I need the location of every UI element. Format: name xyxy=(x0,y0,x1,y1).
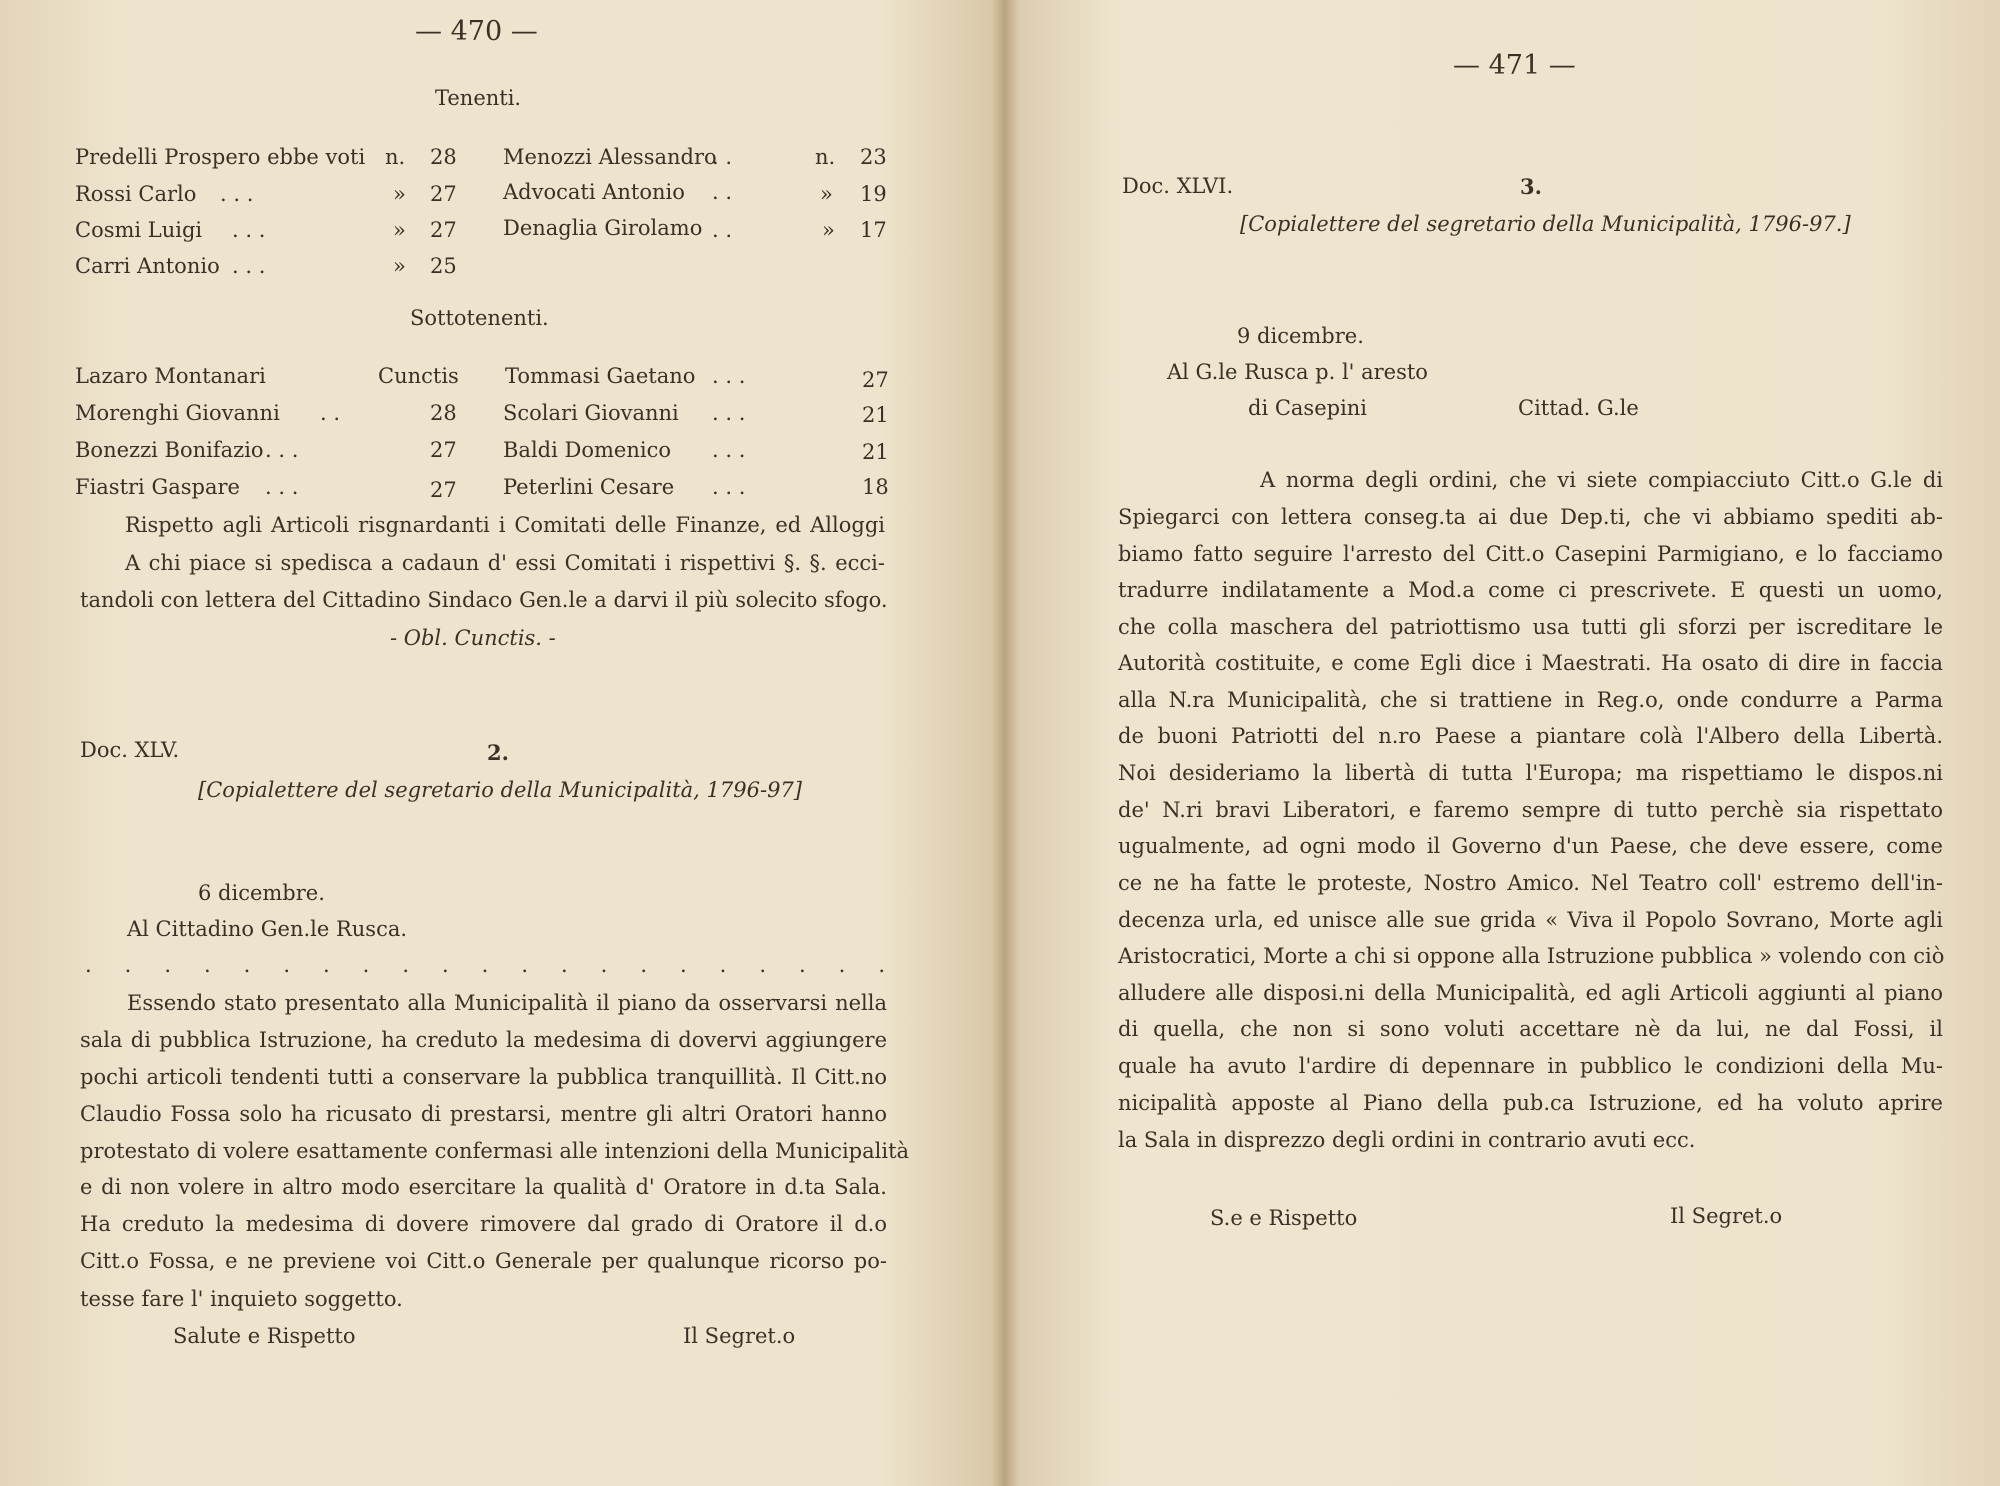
letter-body-line: tesse fare l' inquieto soggetto. xyxy=(80,1287,403,1311)
vote-mark: » xyxy=(393,254,406,278)
letter-body-line: Essendo stato presentato alla Municipalità il piano da osservarsi nella xyxy=(127,991,887,1015)
vote-count: Cunctis xyxy=(378,364,459,388)
vote-count: 21 xyxy=(862,403,889,427)
name-entry: Predelli Prospero ebbe voti xyxy=(75,145,366,169)
letter-body-line: sala di pubblica Istruzione, ha creduto la medesima di dovervi aggiungere xyxy=(80,1028,887,1052)
vote-mark: n. xyxy=(385,145,406,169)
name-entry: Morenghi Giovanni xyxy=(75,401,280,425)
letter-body-line: alludere alle disposi.ni della Municipalità, ed agli Articoli aggiunti al piano xyxy=(1118,981,1943,1005)
resolution-line: A chi piace si spedisca a cadaun d' essi Comitati i rispettivi §. §. ecci- xyxy=(125,551,885,575)
leader-dots: . . xyxy=(712,145,733,169)
vote-mark: » xyxy=(820,182,833,206)
letter-addressee: Al G.le Rusca p. l' aresto xyxy=(1167,360,1428,384)
letter-date: 6 dicembre. xyxy=(198,881,325,905)
letter-body-line: Ha creduto la medesima di dovere rimovere dal grado di Oratore il d.o xyxy=(80,1212,887,1236)
vote-count: 18 xyxy=(862,475,889,499)
letter-body-line: pochi articoli tendenti tutti a conservare la pubblica tranquillità. Il Citt.no xyxy=(80,1065,887,1089)
letter-body-line: Claudio Fossa solo ha ricusato di prestarsi, mentre gli altri Oratori hanno xyxy=(80,1102,887,1126)
leader-dots: . . . xyxy=(712,364,746,388)
letter-signature: Il Segret.o xyxy=(1670,1204,1783,1228)
vote-count: 25 xyxy=(430,254,457,278)
name-entry: Scolari Giovanni xyxy=(503,401,679,425)
letter-body-line: Aristocratici, Morte a chi si oppone alla Istruzione pubblica » volendo con ciò xyxy=(1118,944,1945,968)
vote-mark: n. xyxy=(815,145,836,169)
vote-count: 28 xyxy=(430,401,457,425)
doc-source: [Copialettere del segretario della Municipalità, 1796-97] xyxy=(198,778,802,802)
resolution-line: Rispetto agli Articoli risgnardanti i Comitati delle Finanze, ed Alloggi xyxy=(125,513,885,537)
doc-number: 3. xyxy=(1520,174,1542,199)
omission-dots: . . . . . . . . . . . . . . . . . . . . . xyxy=(85,953,885,977)
letter-body-line: tradurre indilatamente a Mod.a come ci prescrivete. E questi un uomo, xyxy=(1118,578,1943,602)
vote-mark: » xyxy=(393,182,406,206)
letter-body-line: biamo fatto seguire l'arresto del Citt.o Casepini Parmigiano, e lo facciamo xyxy=(1118,542,1943,566)
leader-dots: . . . xyxy=(220,182,254,206)
letter-body-line: e di non volere in altro modo esercitare la qualità d' Oratore in d.ta Sala. xyxy=(80,1175,887,1199)
leader-dots: . . . xyxy=(265,438,299,462)
right-page xyxy=(1015,0,2000,1486)
leader-dots: . . . xyxy=(712,438,746,462)
letter-body-line: quale ha avuto l'ardire di depennare in pubblico le condizioni della Mu- xyxy=(1118,1054,1943,1078)
name-entry: Fiastri Gaspare xyxy=(75,475,240,499)
letter-addressee: Al Cittadino Gen.le Rusca. xyxy=(127,917,408,941)
resolution-line: tandoli con lettera del Cittadino Sindaco Gen.le a darvi il più solecito sfogo. xyxy=(80,588,888,612)
name-entry: Rossi Carlo xyxy=(75,182,197,206)
doc-label: Doc. XLV. xyxy=(80,738,180,762)
leader-dots: . . . xyxy=(712,475,746,499)
letter-body-line: alla N.ra Municipalità, che si trattiene in Reg.o, onde condurre a Parma xyxy=(1118,688,1943,712)
section-heading-sottotenenti: Sottotenenti. xyxy=(410,306,549,330)
leader-dots: . . . xyxy=(265,475,299,499)
leader-dots: . . . xyxy=(232,218,266,242)
letter-body-line: A norma degli ordini, che vi siete compiacciuto Citt.o G.le di xyxy=(1260,468,1943,492)
letter-body-line: ugualmente, ad ogni modo il Governo d'un Paese, che deve essere, come xyxy=(1118,834,1943,858)
letter-body-line: Citt.o Fossa, e ne previene voi Citt.o Generale per qualunque ricorso po- xyxy=(80,1249,887,1273)
letter-body-line: che colla maschera del patriottismo usa tutti gli sforzi per iscreditare le xyxy=(1118,615,1943,639)
vote-count: 19 xyxy=(860,182,887,206)
doc-source: [Copialettere del segretario della Municipalità, 1796-97.] xyxy=(1240,212,1851,236)
vote-count: 27 xyxy=(430,182,457,206)
left-page xyxy=(0,0,995,1486)
name-entry: Carri Antonio xyxy=(75,254,220,278)
name-entry: Advocati Antonio xyxy=(503,180,685,204)
vote-count: 27 xyxy=(430,438,457,462)
letter-body-line: Spiegarci con lettera conseg.ta ai due Dep.ti, che vi abbiamo spediti ab- xyxy=(1118,505,1943,529)
letter-body-line: di quella, che non si sono voluti accettare nè da lui, ne dal Fossi, il xyxy=(1118,1017,1943,1041)
approval-note: - Obl. Cunctis. - xyxy=(390,626,556,650)
leader-dots: . . . xyxy=(232,254,266,278)
name-entry: Cosmi Luigi xyxy=(75,218,203,242)
letter-salutation: S.e e Rispetto xyxy=(1210,1206,1358,1230)
letter-date: 9 dicembre. xyxy=(1237,324,1364,348)
letter-body-line: Autorità costituite, e come Egli dice i Maestrati. Ha osato di dire in faccia xyxy=(1118,651,1943,675)
name-entry: Menozzi Alessandro xyxy=(503,145,717,169)
name-entry: Peterlini Cesare xyxy=(503,475,675,499)
letter-body-line: la Sala in disprezzo degli ordini in contrario avuti ecc. xyxy=(1118,1128,1696,1152)
letter-body-line: ce ne ha fatte le proteste, Nostro Amico. Nel Teatro coll' estremo dell'in- xyxy=(1118,871,1943,895)
leader-dots: . . . xyxy=(712,401,746,425)
vote-count: 21 xyxy=(862,440,889,464)
leader-dots: . . xyxy=(712,180,733,204)
letter-body-line: protestato di volere esattamente confermasi alle intenzioni della Municipalità xyxy=(80,1139,910,1163)
name-entry: Tommasi Gaetano xyxy=(505,364,696,388)
letter-body-line: de' N.ri bravi Liberatori, e faremo sempre di tutto perchè sia rispettato xyxy=(1118,798,1943,822)
letter-body-line: Noi desideriamo la libertà di tutta l'Europa; ma rispettiamo le dispos.ni xyxy=(1118,761,1943,785)
letter-salutation: Salute e Rispetto xyxy=(173,1324,356,1348)
vote-count: 23 xyxy=(860,145,887,169)
letter-signature: Il Segret.o xyxy=(683,1324,796,1348)
vote-count: 27 xyxy=(862,368,889,392)
letter-body-line: decenza urla, ed unisce alle sue grida « Viva il Popolo Sovrano, Morte agli xyxy=(1118,908,1943,932)
doc-label: Doc. XLVI. xyxy=(1122,174,1234,198)
section-heading-tenenti: Tenenti. xyxy=(435,86,522,110)
vote-count: 28 xyxy=(430,145,457,169)
page-number: — 471 — xyxy=(1453,50,1576,81)
name-entry: Baldi Domenico xyxy=(503,438,671,462)
letter-addressee: di Casepini xyxy=(1248,396,1368,420)
name-entry: Denaglia Girolamo xyxy=(503,216,703,240)
letter-body-line: de buoni Patriotti del n.ro Paese a piantare colà l'Albero della Libertà. xyxy=(1118,724,1943,748)
vote-mark: » xyxy=(822,218,835,242)
letter-addressee-title: Cittad. G.le xyxy=(1518,396,1639,420)
vote-mark: » xyxy=(393,218,406,242)
name-entry: Bonezzi Bonifazio xyxy=(75,438,264,462)
vote-count: 27 xyxy=(430,218,457,242)
page-number: — 470 — xyxy=(415,16,538,47)
doc-number: 2. xyxy=(487,740,509,765)
leader-dots: . . xyxy=(712,218,733,242)
vote-count: 27 xyxy=(430,478,457,502)
name-entry: Lazaro Montanari xyxy=(75,364,266,388)
vote-count: 17 xyxy=(860,218,887,242)
leader-dots: . . xyxy=(320,401,341,425)
letter-body-line: nicipalità apposte al Piano della pub.ca Istruzione, ed ha voluto aprire xyxy=(1118,1091,1943,1115)
